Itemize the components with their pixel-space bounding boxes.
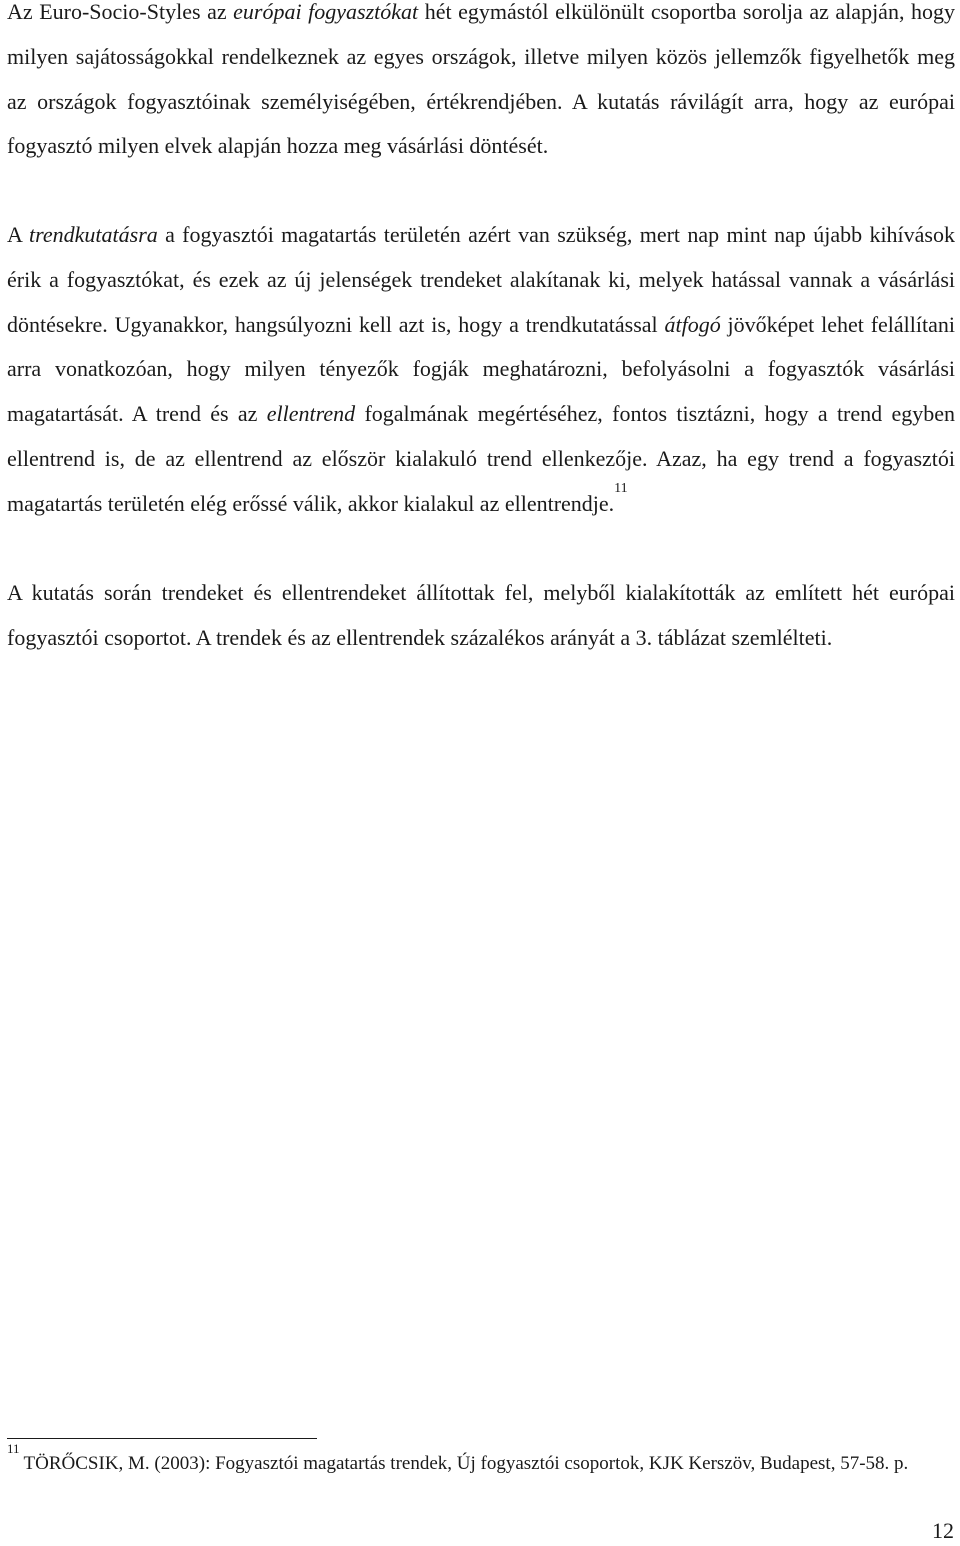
paragraph-text: a fogyasztói magatartás területén azért van szükség, mert nap mint nap újabb kihívások érik a fogyasztókat, és ezek az új jelenségek trendeket alakítanak ki, melyek hatással vannak a vásárlási döntésekre. Ugyanakkor, hangsúlyozni kell azt is, hogy a trendkutatással [7,222,955,337]
paragraph-text: Az Euro-Socio-Styles az [7,0,234,24]
footnote-number: 11 [7,1440,20,1456]
footnote [7,1440,955,1479]
paragraph-research-results [7,571,955,661]
paragraph-text: hét egymástól elkülönült csoportba sorolja az alapján, hogy milyen sajátosságokkal rendelkeznek az egyes országok, illetve milyen közös jellemzők figyelhetők meg az országok fogyasztóinak személyiségében, értékrendjében. A kutatás rávilágít arra, hogy az európai fogyasztó milyen elvek alapján hozza meg vásárlási döntését. [7,0,955,159]
emphasis-text: európai fogyasztókat [233,0,419,24]
paragraph-trend-research [7,213,955,527]
emphasis-text: átfogó [664,311,721,337]
footnote-divider [7,1438,317,1439]
emphasis-text: trendkutatásra [29,222,158,247]
paragraph-text: A [7,222,30,247]
paragraph-text: fogalmának megértéséhez, fontos tisztázni, hogy a trend egyben ellentrend is, de az ellentrend az először kialakuló trend ellenkezője. Azaz, ha egy trend a fogyasztói magatartás területén elég erőssé válik, akkor kialakul az ellentrendje. [7,401,955,516]
paragraph-text: A kutatás során trendeket és ellentrendeket állítottak fel, melyből kialakították az említett hét európai fogyasztói csoportot. A trendek és az ellentrendek százalékos arányát a 3. táblázat szemlélteti. [7,580,955,650]
page-number: 12 [932,1518,954,1543]
footnote-text: TÖRŐCSIK, M. (2003): Fogyasztói magatartás trendek, Új fogyasztói csoportok, KJK Kerszöv, Budapest, 57-58. p. [23,1453,909,1474]
paragraph-text: jövőképet lehet felállítani arra vonatkozóan, hogy milyen tényezők fogják meghatározni, befolyásolni a fogyasztók vásárlási magatartását. A trend és az [7,311,955,427]
paragraph-euro-socio-styles [7,0,955,169]
footnote-reference[interactable]: 11 [614,481,628,497]
emphasis-text: ellentrend [266,401,356,427]
